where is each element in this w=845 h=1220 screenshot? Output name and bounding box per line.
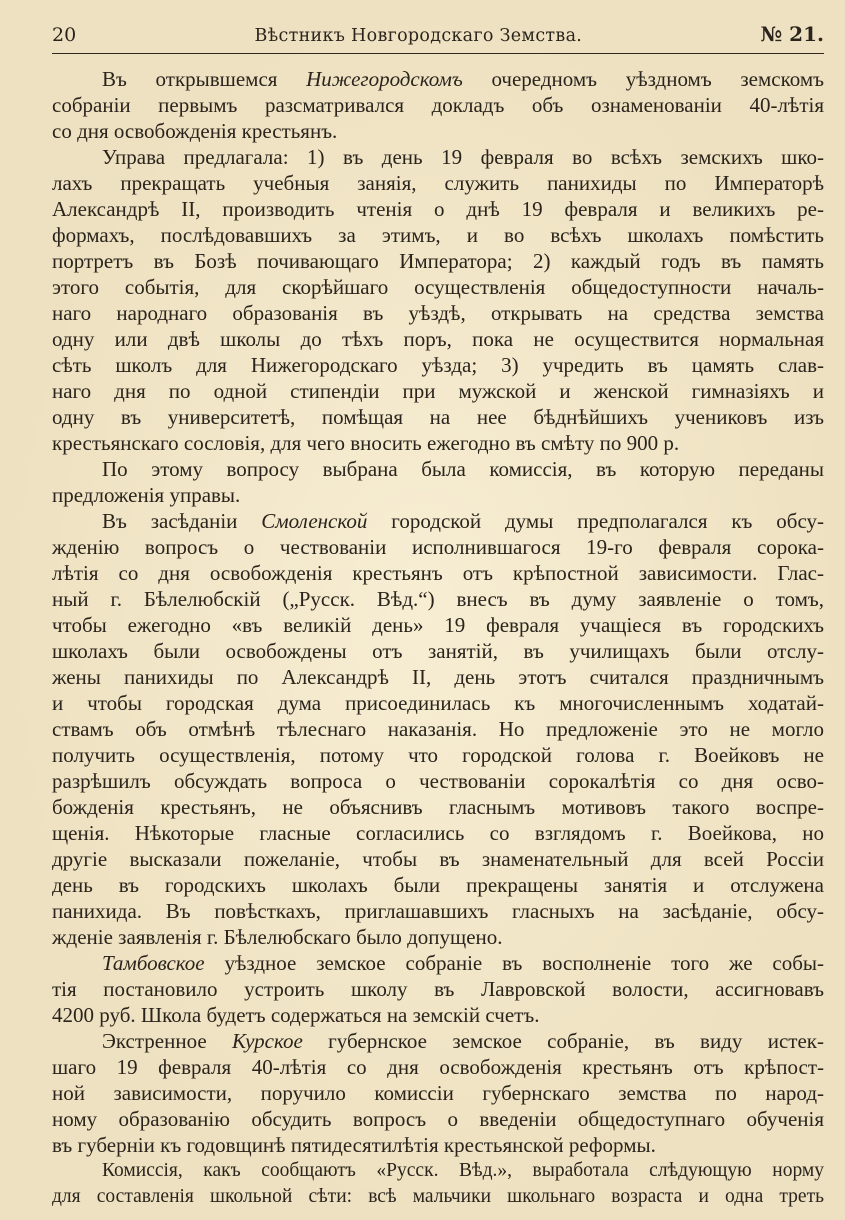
text-line [52, 378, 824, 404]
text-segment: формахъ, послѣдовавшихъ за этимъ, и во всѣхъ школахъ помѣстить [52, 223, 824, 247]
text-line [52, 690, 824, 716]
text-line [52, 560, 824, 586]
text-segment: Александрѣ II, производить чтенія о днѣ 19 февраля и великихъ ре- [52, 197, 824, 221]
text-line [52, 222, 824, 248]
text-segment: губернское земское собраніе, въ виду истек- [302, 1029, 825, 1053]
text-segment: для составленія школьной сѣти: всѣ мальчики школьнаго возраста и одна треть [52, 1186, 824, 1207]
text-line [52, 352, 824, 378]
text-segment: жены панихиды по Александрѣ II, день этотъ считался праздничнымъ [52, 665, 824, 689]
italic-place-name: Смоленской [261, 509, 368, 533]
text-segment: чтобы ежегодно «въ великій день» 19 февраля учащіеся въ городскихъ [52, 613, 824, 637]
text-segment: Въ засѣданіи [102, 509, 262, 533]
text-line [52, 300, 824, 326]
text-segment: этого событія, для скорѣйшаго осуществленія общедоступности началь- [52, 275, 824, 299]
text-segment: и чтобы городская дума присоединилась къ многочисленнымъ ходатай- [52, 691, 824, 715]
text-line [52, 1132, 824, 1158]
text-segment: Въ открывшемся [102, 67, 307, 91]
text-segment: наго народнаго образованія въ уѣздѣ, открывать на средства земства [52, 301, 824, 325]
text-segment: лахъ прекращать учебныя заняія, служить панихиды по Императорѣ [52, 171, 824, 195]
article-body [52, 66, 824, 1210]
text-segment: крестьянскаго сословія, для чего вносить ежегодно въ смѣту по 900 р. [52, 431, 680, 455]
text-line [52, 1054, 824, 1080]
text-segment: другіе высказали пожеланіе, чтобы въ знаменательный для всей Россіи [52, 847, 824, 871]
paragraph [52, 66, 824, 144]
text-segment: собраніи первымъ разсматривался докладъ объ ознаменованіи 40-лѣтія [52, 93, 824, 117]
text-segment: школахъ были освобождены отъ занятій, въ училищахъ были отслу- [52, 639, 824, 663]
text-line [52, 612, 824, 638]
text-segment: шаго 19 февраля 40-лѣтія со дня освобожденія крестьянъ отъ крѣпост- [52, 1055, 824, 1079]
page-number: 20 [52, 24, 77, 46]
text-line [52, 118, 824, 144]
text-segment: получить осуществленія, потому что городской голова г. Воейковъ не [52, 743, 824, 767]
text-line [52, 820, 824, 846]
text-line [52, 664, 824, 690]
paragraph [52, 1158, 824, 1210]
text-segment: разрѣшилъ обсуждать вопроса о чествованіи сорокалѣтія со дня осво- [52, 769, 824, 793]
text-segment: предложенія управы. [52, 483, 241, 507]
text-segment: божденія крестьянъ, не объяснивъ гласнымъ мотивовъ такого воспре- [52, 795, 824, 819]
text-segment: городской думы предполагался къ обсу- [367, 509, 824, 533]
text-segment: Экстренное [102, 1029, 233, 1053]
paragraph [52, 456, 824, 508]
text-line [52, 924, 824, 950]
paragraph [52, 1028, 824, 1158]
text-line [52, 1158, 824, 1184]
text-segment: ствамъ объ отмѣнѣ тѣлеснаго наказанія. Но предложеніе это не могло [52, 717, 824, 741]
paragraph [52, 508, 824, 950]
text-segment: По этому вопросу выбрана была комиссія, въ которую переданы [102, 457, 824, 481]
text-segment: ный г. Бѣлелюбскій („Русск. Вѣд.“) внесъ въ думу заявленіе о томъ, [52, 587, 824, 611]
text-line [52, 872, 824, 898]
text-segment: 4200 руб. Школа будетъ содержаться на земскій счетъ. [52, 1003, 540, 1027]
text-segment: со дня освобожденія крестьянъ. [52, 119, 338, 143]
page-header [52, 22, 824, 52]
text-segment: наго дня по одной стипендіи при мужской и женской гимназіяхъ и [52, 379, 824, 403]
text-segment: жденіе заявленія г. Бѣлелюбскаго было допущено. [52, 925, 503, 949]
text-line [52, 1028, 824, 1054]
text-segment: сѣть школъ для Нижегородскаго уѣзда; 3) учредить въ цамять слав- [52, 353, 824, 377]
text-segment: одну или двѣ школы до тѣхъ поръ, пока не осуществится нормальная [52, 327, 824, 351]
text-line [52, 1106, 824, 1132]
text-segment: очередномъ уѣздномъ земскомъ [462, 67, 824, 91]
text-line [52, 846, 824, 872]
italic-place-name: Курское [232, 1029, 303, 1053]
text-line [52, 1184, 824, 1210]
text-line [52, 170, 824, 196]
running-title: Вѣстникъ Новгородскаго Земства. [254, 26, 583, 46]
text-segment: ному образованію обсудить вопросъ о введеніи общедоступнаго обученія [52, 1107, 824, 1131]
text-segment: Комиссія, какъ сообщаютъ «Русск. Вѣд.», выработала слѣдующую норму [102, 1160, 824, 1181]
text-line [52, 326, 824, 352]
text-line [52, 898, 824, 924]
text-segment: одну въ университетѣ, помѣщая на нее бѣднѣйшихъ учениковъ изъ [52, 405, 824, 429]
paragraph [52, 950, 824, 1028]
text-line [52, 430, 824, 456]
text-line [52, 456, 824, 482]
text-segment: Управа предлагала: 1) въ день 19 февраля во всѣхъ земскихъ шко- [102, 145, 824, 169]
paragraph [52, 144, 824, 456]
text-segment: уѣздное земское собраніе въ восполненіе того же собы- [204, 951, 824, 975]
text-line [52, 1002, 824, 1028]
text-line [52, 144, 824, 170]
text-line [52, 976, 824, 1002]
text-line [52, 534, 824, 560]
text-line [52, 768, 824, 794]
text-line [52, 404, 824, 430]
text-line [52, 794, 824, 820]
text-line [52, 950, 824, 976]
italic-place-name: Тамбовское [102, 951, 205, 975]
text-segment: панихида. Въ повѣсткахъ, приглашавшихъ гласныхъ на засѣданіе, обсу- [52, 899, 824, 923]
text-line [52, 716, 824, 742]
text-segment: ной зависимости, поручило комиссіи губернскаго земства по народ- [52, 1081, 824, 1105]
text-line [52, 92, 824, 118]
header-rule [52, 53, 824, 54]
text-line [52, 508, 824, 534]
text-segment: лѣтія со дня освобожденія крестьянъ отъ крѣпостной зависимости. Глас- [52, 561, 824, 585]
text-line [52, 196, 824, 222]
text-segment: портретъ въ Бозѣ почивающаго Императора; 2) каждый годъ въ память [52, 249, 824, 273]
text-line [52, 66, 824, 92]
text-line [52, 586, 824, 612]
text-line [52, 638, 824, 664]
text-segment: тія постановило устроить школу въ Лавровской волости, ассигновавъ [52, 977, 824, 1001]
text-line [52, 742, 824, 768]
text-segment: щенія. Нѣкоторые гласные согласились со взглядомъ г. Воейкова, но [52, 821, 824, 845]
text-segment: въ губерніи къ годовщинѣ пятидесятилѣтія крестьянской реформы. [52, 1133, 656, 1157]
text-segment: жденію вопросъ о чествованіи исполнившагося 19-го февраля сорока- [52, 535, 824, 559]
text-segment: день въ городскихъ школахъ были прекращены занятія и отслужена [52, 873, 824, 897]
text-line [52, 274, 824, 300]
text-line [52, 1080, 824, 1106]
issue-number: № 21. [760, 22, 824, 46]
italic-place-name: Нижегородскомъ [306, 67, 463, 91]
text-line [52, 248, 824, 274]
text-line [52, 482, 824, 508]
